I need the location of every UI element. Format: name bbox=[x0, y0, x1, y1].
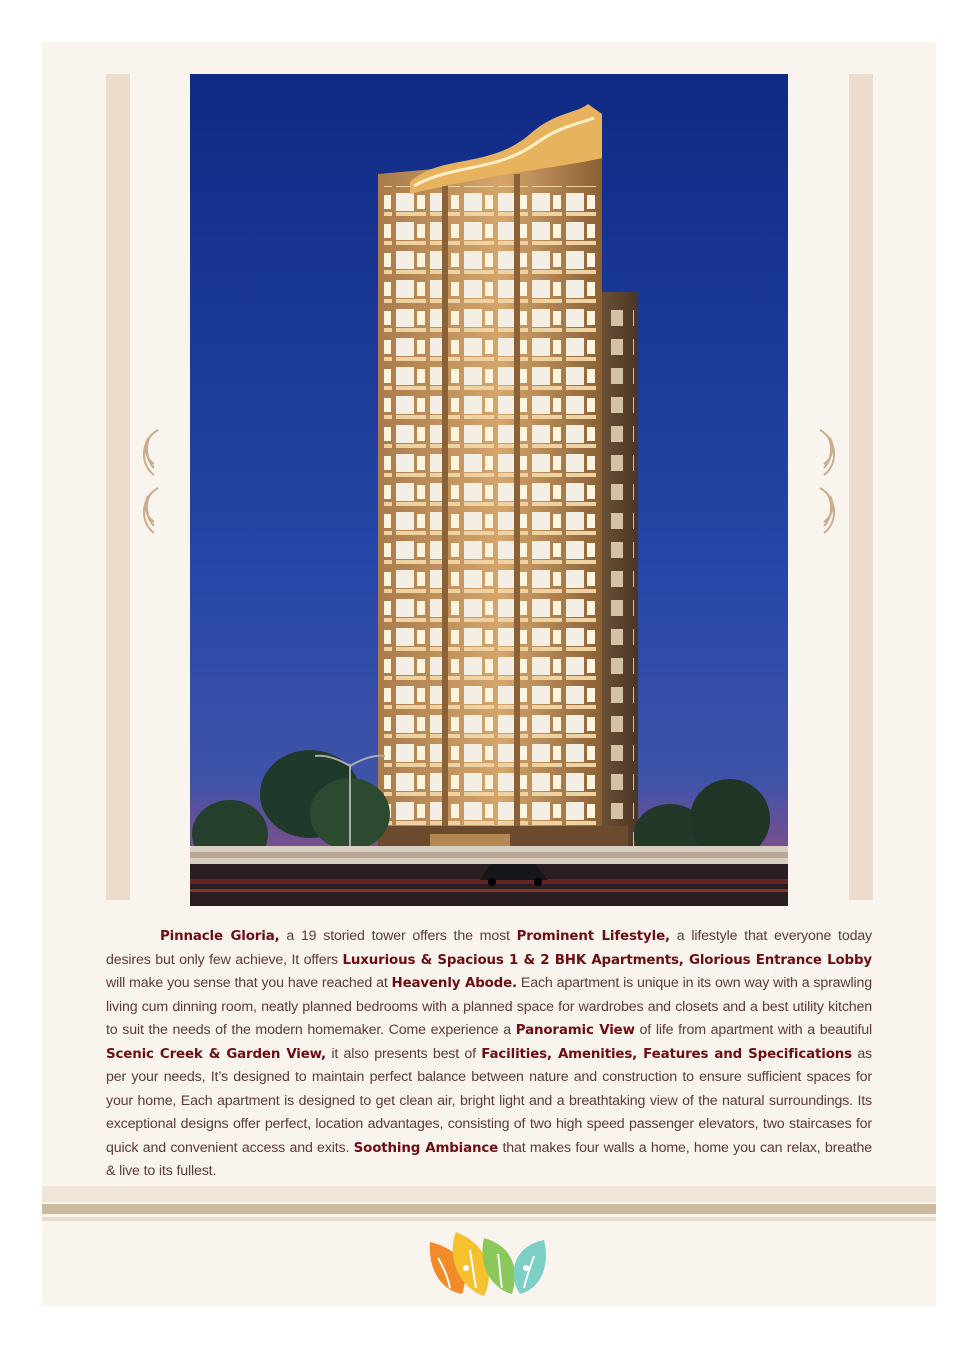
scroll-ornament-icon bbox=[130, 420, 170, 540]
left-pillar bbox=[106, 74, 130, 900]
leaf-logo-icon bbox=[426, 1228, 552, 1298]
highlight: Luxurious & Spacious 1 & 2 BHK Apartments, Glorious Entrance Lobby bbox=[342, 952, 872, 968]
highlight: Facilities, Amenities, Features and Specifications bbox=[481, 1046, 852, 1062]
right-pillar bbox=[849, 74, 873, 900]
highlight: Panoramic View bbox=[515, 1023, 635, 1038]
text-run: that makes four walls a home, home you can relax, breathe & live to its fullest. bbox=[106, 1139, 872, 1179]
text-run: a lifestyle that everyone today desires but only few achieve, It offers bbox=[106, 928, 873, 968]
text-run: as per your needs, It’s designed to maintain perfect balance between nature and construction to ensure sufficient spaces for your home, Each apartment is designed to get clean air, bright light and a breathtaking view of the natural surroundings. Its exceptional designs offer perfect, location advantages, consisting of two high speed passenger elevators, two staircases for quick and convenient access and exits. bbox=[106, 1045, 873, 1156]
description-paragraph bbox=[106, 925, 872, 1184]
highlight: Soothing Ambiance bbox=[353, 1140, 499, 1156]
building-photo bbox=[190, 74, 788, 906]
footer-band bbox=[42, 1204, 936, 1214]
text-run: a 19 storied tower offers the most bbox=[279, 928, 517, 944]
text-run: Each apartment is unique in its own way with a sprawling living cum dinning room, neatly planned bedrooms with a planned space for wardrobes and closets and a best utility kitchen to suit the needs of the modern homemaker. Come experience a bbox=[106, 975, 872, 1038]
text-run: of life from apartment with a beautiful bbox=[634, 1022, 873, 1038]
highlight: Scenic Creek & Garden View, bbox=[106, 1046, 326, 1062]
scroll-ornament-icon bbox=[808, 420, 848, 540]
project-name: Pinnacle Gloria, bbox=[160, 929, 280, 944]
footer-band bbox=[42, 1217, 936, 1221]
footer-band bbox=[42, 1186, 936, 1202]
highlight: Prominent Lifestyle, bbox=[516, 929, 670, 944]
text-run: it also presents best of bbox=[325, 1045, 482, 1062]
highlight: Heavenly Abode. bbox=[391, 976, 517, 991]
text-run: will make you sense that you have reached at bbox=[106, 975, 392, 991]
